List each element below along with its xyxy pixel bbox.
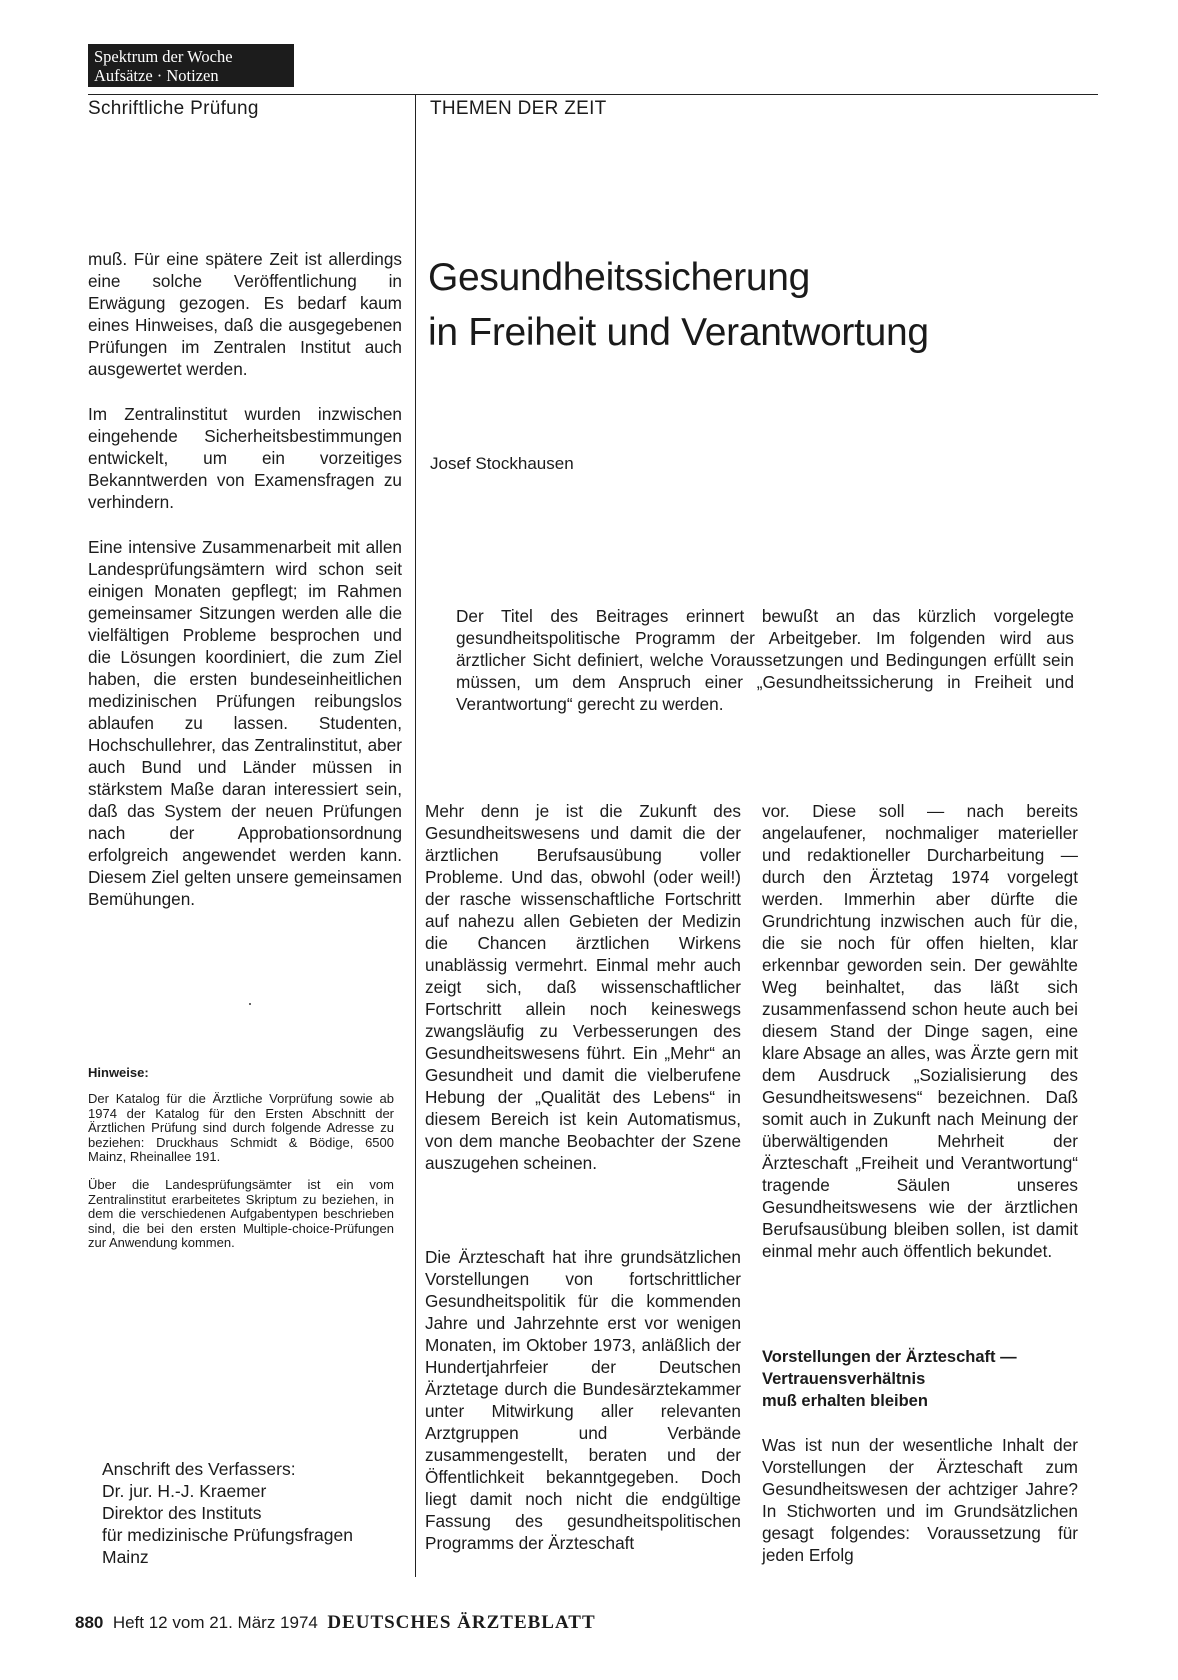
left-paragraph-1 xyxy=(88,248,402,380)
article-lead: Der Titel des Beitrages erinnert bewußt an das kürzlich vorgelegte gesundheitspolitische Programm der Arbeitgeber. Im folgenden wird aus ärztlicher Sicht definiert, welche Voraussetzungen und Bedingungen erfüllt sein müssen, um dem Anspruch einer „Gesundheitssicherung in Freiheit und Verantwortung“ gerecht zu werden. xyxy=(456,606,1074,714)
address-line: Dr. jur. H.-J. Kraemer xyxy=(102,1481,267,1501)
header-rule xyxy=(88,94,1098,95)
column-divider xyxy=(415,95,416,1577)
address-line: für medizinische Prüfungsfragen xyxy=(102,1525,353,1545)
left-paragraph-3 xyxy=(88,536,402,910)
article-title xyxy=(428,250,1078,360)
left-section-header: Schriftliche Prüfung xyxy=(88,98,259,119)
article-paragraph: vor. Diese soll — nach bereits angelaufener, nochmaliger materieller und redaktioneller Durcharbeitung — durch den Ärztetag 1974 vorgelegt werden. Immerhin aber dürfte die Grundrichtung inzwischen auch für die, die sie noch für offen hielten, klar erkennbar geworden sein. Der gewählte Weg beinhaltet, das läßt sich zusammenfassend schon heute auch bei diesem Stand der Dinge sagen, eine klare Absage an alles, was Ärzte gern mit dem Ausdruck „Sozialisierung des Gesundheitswesens“ bezeichnen. Daß somit auch in Zukunft nach Meinung der überwältigenden Mehrheit der Ärzteschaft „Freiheit und Verantwortung“ tragende Säulen unseres Gesundheitswesens wie der ärztlichen Berufsausübung bleiben sollen, ist damit einmal mehr auch öffentlich bekundet. xyxy=(762,801,1078,1261)
article-subheading xyxy=(762,1346,1078,1412)
article-column-2 xyxy=(762,800,1078,1262)
address-line: Mainz xyxy=(102,1547,149,1567)
magazine-name: DEUTSCHES ÄRZTEBLATT xyxy=(327,1612,596,1633)
address-line: Direktor des Instituts xyxy=(102,1503,262,1523)
brand-line-2: Aufsätze · Notizen xyxy=(94,66,219,85)
left-paragraph-2 xyxy=(88,403,402,513)
article-paragraph: Mehr denn je ist die Zukunft des Gesundheitswesens und damit die der ärztlichen Berufsausübung voller Probleme. Und das, obwohl (oder weil!) der rasche wissenschaftliche Fortschritt auf nahezu allen Gebieten der Medizin die Chancen ärztlichen Wirkens unablässig vermehrt. Einmal mehr auch zeigt sich, daß wissenschaftlicher Fortschritt allein noch keineswegs zwangsläufig zu Verbesserungen des Gesundheitswesens führt. Ein „Mehr“ an Gesundheit und damit die vielberufene Hebung der „Qualität des Lebens“ in diesem Bereich ist kein Automatismus, von dem manche Beobachter der Szene auszugehen scheinen. xyxy=(425,801,741,1173)
stray-mark xyxy=(249,1003,251,1005)
article-paragraph: Was ist nun der wesentliche Inhalt der Vorstellungen der Ärzteschaft zum Gesundheitswesen der achtziger Jahre? In Stichworten und im Grundsätzlichen gesagt folgendes: Voraussetzung für jeden Erfolg xyxy=(762,1435,1078,1565)
issue-info: Heft 12 vom 21. März 1974 xyxy=(112,1613,318,1632)
left-paragraph-text: Eine intensive Zusammenarbeit mit allen Landesprüfungsämtern wird schon seit einigen Monaten gepflegt; im Rahmen gemeinsamer Sitzungen werden alle die vielfältigen Probleme besprochen und die Lösungen koordiniert, die zum Ziel haben, die ersten bundeseinheitlichen medizinischen Prüfungen reibungslos ablaufen zu lassen. Studenten, Hochschullehrer, das Zentralinstitut, aber auch Bund und Länder müssen in stärkstem Maße daran interessiert sein, daß das System der neuen Prüfungen nach der Approbationsordnung erfolgreich angewendet werden kann. Diesem Ziel gelten unsere gemeinsamen Bemühungen. xyxy=(88,537,402,909)
subheading-line: Vorstellungen der Ärzteschaft — xyxy=(762,1348,1017,1366)
left-paragraph-text: muß. Für eine spätere Zeit ist allerdings eine solche Veröffentlichung in Erwägung gezogen. Es bedarf kaum eines Hinweises, daß die ausgegebenen Prüfungen im Zentralen Institut auch ausgewertet werden. xyxy=(88,249,402,379)
article-paragraph: Die Ärzteschaft hat ihre grundsätzlichen Vorstellungen von fortschrittlicher Gesundheitspolitik für die kommenden Jahre und Jahrzehnte erst vor wenigen Monaten, im Oktober 1973, anläßlich der Hundertjahrfeier der Deutschen Ärztetage durch die Bundesärztekammer unter Mitwirkung aller relevanten Arztgruppen und Verbände zusammengestellt, beraten und der Öffentlichkeit bekanntgegeben. Doch liegt damit noch nicht die endgültige Fassung des gesundheitspolitischen Programms der Ärzteschaft xyxy=(425,1247,741,1553)
subheading-line: Vertrauensverhältnis xyxy=(762,1370,926,1388)
left-paragraph-text: Im Zentralinstitut wurden inzwischen eingehende Sicherheitsbestimmungen entwickelt, um ein vorzeitiges Bekanntwerden von Examensfragen zu verhindern. xyxy=(88,404,402,512)
title-line-2: in Freiheit und Verantwortung xyxy=(428,311,929,354)
note-text: Über die Landesprüfungsämter ist ein vom Zentralinstitut erarbeitetes Skriptum zu beziehen, in dem die verschiedenen Aufgabentypen beschrieben sind, die bei den ersten Multiple-choice-Prüfungen zur Anwendung kommen. xyxy=(88,1177,394,1251)
page-number: 880 xyxy=(75,1613,104,1632)
subheading-line: muß erhalten bleiben xyxy=(762,1392,928,1410)
article-author: Josef Stockhausen xyxy=(430,454,574,473)
title-line-1: Gesundheitssicherung xyxy=(428,256,811,299)
note-2 xyxy=(88,1178,394,1251)
article-column-1 xyxy=(425,800,741,1174)
address-line: Anschrift des Verfassers: xyxy=(102,1459,296,1479)
notes-heading: Hinweise: xyxy=(88,1065,149,1080)
right-section-header: THEMEN DER ZEIT xyxy=(430,98,607,119)
author-address xyxy=(102,1458,353,1568)
page-footer xyxy=(75,1612,596,1634)
note-text: Der Katalog für die Ärztliche Vorprüfung sowie ab 1974 der Katalog für den Ersten Abschnitt der Ärztlichen Prüfung sind durch folgende Adresse zu beziehen: Druckhaus Schmidt & Bödige, 6500 Mainz, Rheinallee 191. xyxy=(88,1091,394,1165)
brand-line-1: Spektrum der Woche xyxy=(94,47,233,66)
article-column-1-cont xyxy=(425,1246,741,1554)
article-column-2-cont xyxy=(762,1434,1078,1566)
note-1 xyxy=(88,1092,394,1165)
brand-label xyxy=(88,44,294,87)
